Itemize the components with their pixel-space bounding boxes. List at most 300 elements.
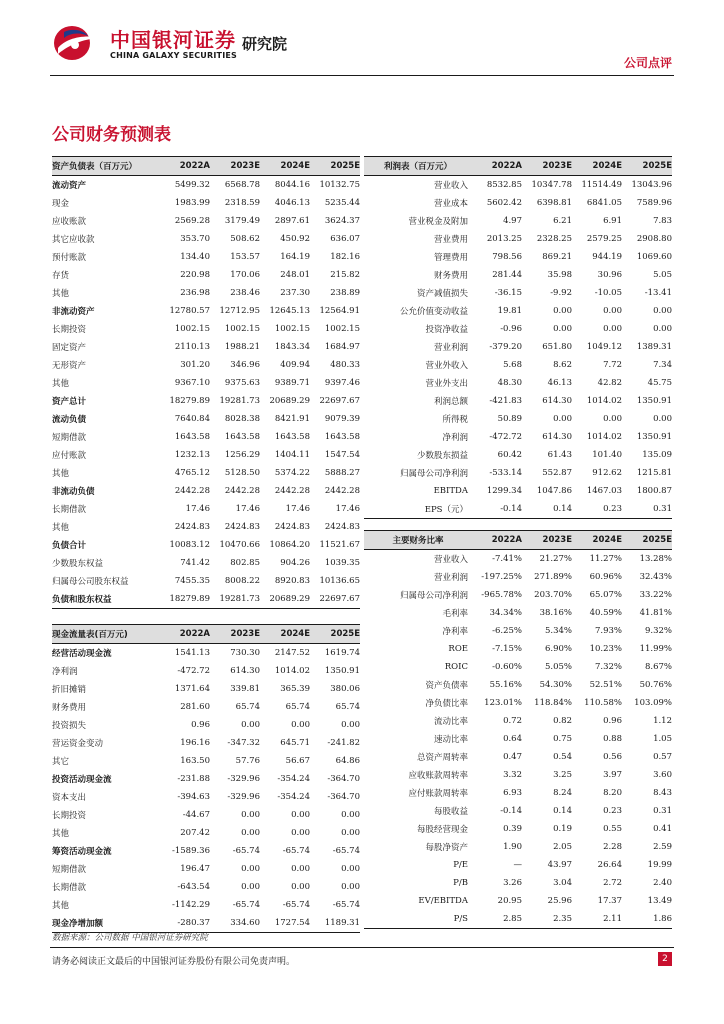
table-row <box>52 824 360 842</box>
table-cell: 1189.31 <box>310 914 360 933</box>
row-label: 存货 <box>52 271 70 281</box>
row-label: 短期借款 <box>52 865 87 875</box>
table-row <box>364 230 672 248</box>
table-cell: -472.72 <box>177 666 210 676</box>
table-cell: 45.75 <box>647 378 672 388</box>
row-label: P/S <box>364 910 472 929</box>
table-cell: 11514.49 <box>581 180 622 190</box>
table-cell: 46.13 <box>547 378 572 388</box>
table-cell: 17.46 <box>185 504 210 514</box>
column-header: 2022A <box>160 625 210 644</box>
row-label: 折旧摊销 <box>52 685 87 695</box>
table-cell: 164.19 <box>280 252 310 262</box>
row-label: 公允价值变动收益 <box>399 307 468 317</box>
column-header: 2025E <box>622 531 672 550</box>
row-label: P/B <box>453 878 468 888</box>
table-row <box>52 572 360 590</box>
row-label: 负债和股东权益 <box>52 590 160 609</box>
table-cell: 10.23% <box>589 644 622 654</box>
table-cell: 0.14 <box>522 500 572 519</box>
row-label: 投资净收益 <box>425 325 468 335</box>
table-cell: 1002.15 <box>274 324 310 334</box>
table-cell: 741.42 <box>180 558 210 568</box>
table-cell: -1142.29 <box>171 900 210 910</box>
table-row <box>52 806 360 824</box>
table-cell: 2424.83 <box>324 522 360 532</box>
table-row <box>364 748 672 766</box>
table-cell: 1350.91 <box>636 432 672 442</box>
footer-divider <box>50 947 674 948</box>
table-cell: 9389.71 <box>274 378 310 388</box>
table-cell: 1389.31 <box>636 342 672 352</box>
row-label: 营业利润 <box>433 573 468 583</box>
table-cell: 19281.73 <box>210 590 260 609</box>
table-cell: -44.67 <box>182 810 210 820</box>
table-cell: 0.00 <box>341 882 360 892</box>
row-label: 归属母公司净利润 <box>399 591 468 601</box>
table-cell: 0.00 <box>603 324 622 334</box>
row-label: 投资损失 <box>52 721 87 731</box>
table-row <box>364 446 672 464</box>
table-cell: -643.54 <box>177 882 210 892</box>
row-label: 长期投资 <box>52 325 87 335</box>
table-cell: 7589.96 <box>636 198 672 208</box>
table-cell: 26.64 <box>597 860 622 870</box>
table-row <box>364 410 672 428</box>
row-label: 负债合计 <box>52 541 87 551</box>
table-row <box>52 536 360 554</box>
table-cell: 614.30 <box>542 396 572 406</box>
table-row <box>52 896 360 914</box>
table-cell: -533.14 <box>489 468 522 478</box>
table-cell: 207.42 <box>180 828 210 838</box>
row-label: 其他 <box>52 469 70 479</box>
table-cell: 636.07 <box>330 234 360 244</box>
table-cell: 5499.32 <box>174 180 210 190</box>
row-label: 无形资产 <box>52 361 87 371</box>
table-cell: 7.32% <box>594 662 622 672</box>
table-cell: 19.81 <box>497 306 522 316</box>
table-cell: 9375.63 <box>224 378 260 388</box>
table-cell: 64.86 <box>335 756 360 766</box>
table-row <box>364 784 672 802</box>
row-label: 资产总计 <box>52 397 87 407</box>
table-cell: 0.00 <box>603 306 622 316</box>
table-cell: 5.05 <box>653 270 672 280</box>
table-cell: 5235.44 <box>324 198 360 208</box>
table-cell: 6.21 <box>553 216 572 226</box>
table-row <box>52 662 360 680</box>
table-row <box>364 176 672 195</box>
row-label: EV/EBITDA <box>418 896 468 906</box>
table-cell: 2013.25 <box>486 234 522 244</box>
table-cell: 3179.49 <box>224 216 260 226</box>
table-row <box>52 770 360 788</box>
table-cell: 380.06 <box>330 684 360 694</box>
table-row <box>52 302 360 320</box>
table-cell: -0.14 <box>472 500 522 519</box>
column-header: 2023E <box>210 625 260 644</box>
table-cell: 614.30 <box>230 666 260 676</box>
table-row <box>52 248 360 266</box>
row-label: 营业收入 <box>433 181 468 191</box>
table-row <box>364 730 672 748</box>
table-cell: 8008.22 <box>224 576 260 586</box>
table-cell: -280.37 <box>160 914 210 933</box>
table-row <box>52 914 360 933</box>
table-cell: 2.11 <box>572 910 622 929</box>
table-row <box>52 716 360 734</box>
table-row <box>364 856 672 874</box>
table-header-row <box>364 531 672 550</box>
table-cell: 11.99% <box>639 644 672 654</box>
table-cell: -354.24 <box>277 792 310 802</box>
table-cell: -13.41 <box>644 288 672 298</box>
table-cell: 101.40 <box>592 450 622 460</box>
table-cell: 2442.28 <box>174 486 210 496</box>
table-cell: 6.93 <box>503 788 522 798</box>
table-cell: 0.00 <box>291 864 310 874</box>
table-cell: 2318.59 <box>224 198 260 208</box>
galaxy-logo-icon <box>50 24 104 62</box>
row-label: 归属母公司股东权益 <box>52 577 129 587</box>
table-cell: 54.30% <box>539 680 572 690</box>
table-cell: 33.22% <box>639 590 672 600</box>
table-row <box>52 212 360 230</box>
table-cell: 110.58% <box>584 698 622 708</box>
row-label: 营业税金及附加 <box>408 217 468 227</box>
table-cell: 65.74 <box>335 702 360 712</box>
table-cell: 10132.75 <box>319 180 360 190</box>
table-row <box>52 752 360 770</box>
table-cell: 365.39 <box>280 684 310 694</box>
table-cell: 1215.81 <box>636 468 672 478</box>
row-label: 所得税 <box>442 415 468 425</box>
table-row <box>52 428 360 446</box>
table-row <box>52 284 360 302</box>
table-cell: 0.00 <box>241 828 260 838</box>
table-cell: 651.80 <box>542 342 572 352</box>
table-cell: 0.47 <box>503 752 522 762</box>
table-cell: 5.05% <box>544 662 572 672</box>
table-cell: 1727.54 <box>260 914 310 933</box>
row-label: 经营活动现金流 <box>52 649 112 659</box>
row-label: 营业费用 <box>433 235 468 245</box>
table-cell: 17.46 <box>285 504 310 514</box>
table-row <box>52 680 360 698</box>
table-row <box>52 734 360 752</box>
table-row <box>364 838 672 856</box>
table-cell: -231.88 <box>177 774 210 784</box>
table-cell: 0.23 <box>572 500 622 519</box>
table-cell: -65.74 <box>232 900 260 910</box>
header-divider <box>50 75 674 76</box>
row-label: 其他 <box>52 829 70 839</box>
table-cell: 0.00 <box>291 882 310 892</box>
table-cell: 2.72 <box>603 878 622 888</box>
table-row <box>364 820 672 838</box>
table-cell: 7.93% <box>594 626 622 636</box>
table-row <box>52 554 360 572</box>
table-cell: 3.26 <box>503 878 522 888</box>
table-cell: -0.96 <box>500 324 522 334</box>
table-cell: 1404.11 <box>274 450 310 460</box>
table-cell: 1350.91 <box>324 666 360 676</box>
row-label: 利润总额 <box>433 397 468 407</box>
table-cell: 3.25 <box>553 770 572 780</box>
table-cell: 480.33 <box>330 360 360 370</box>
table-row <box>52 878 360 896</box>
row-label: 净利润 <box>442 433 468 443</box>
table-row <box>52 392 360 410</box>
table-cell: 1988.21 <box>224 342 260 352</box>
table-row <box>364 284 672 302</box>
table-row <box>364 658 672 676</box>
balance-sheet-table <box>52 156 360 609</box>
table-row <box>364 302 672 320</box>
table-row <box>364 464 672 482</box>
table-cell: 0.96 <box>603 716 622 726</box>
column-header: 2024E <box>260 625 310 644</box>
table-cell: 5374.22 <box>274 468 310 478</box>
table-cell: 1800.87 <box>636 486 672 496</box>
table-cell: 2579.25 <box>586 234 622 244</box>
table-cell: 2897.61 <box>274 216 310 226</box>
table-cell: 730.30 <box>230 648 260 658</box>
row-label: 营业外收入 <box>425 361 468 371</box>
table-cell: 798.56 <box>492 252 522 262</box>
table-row <box>364 428 672 446</box>
table-cell: 9079.39 <box>324 414 360 424</box>
table-row <box>52 320 360 338</box>
table-cell: 1643.58 <box>224 432 260 442</box>
row-label: 净负债比率 <box>425 699 468 709</box>
table-cell: 339.81 <box>230 684 260 694</box>
table-cell: 5602.42 <box>486 198 522 208</box>
table-title: 利润表（百万元） <box>364 157 472 176</box>
table-cell: 645.71 <box>280 738 310 748</box>
table-cell: 8532.85 <box>486 180 522 190</box>
table-cell: 17.37 <box>597 896 622 906</box>
table-cell: 0.19 <box>553 824 572 834</box>
table-cell: 1014.02 <box>586 396 622 406</box>
table-cell: 1.05 <box>653 734 672 744</box>
table-cell: 0.00 <box>291 828 310 838</box>
table-cell: 1.86 <box>622 910 672 929</box>
table-cell: 196.47 <box>180 864 210 874</box>
table-cell: 1619.74 <box>324 648 360 658</box>
table-title: 现金流量表(百万元) <box>52 625 160 644</box>
table-cell: 35.98 <box>547 270 572 280</box>
table-cell: 1843.34 <box>274 342 310 352</box>
table-cell: 1002.15 <box>224 324 260 334</box>
table-row <box>52 464 360 482</box>
table-cell: 18279.89 <box>169 396 210 406</box>
table-cell: 153.57 <box>230 252 260 262</box>
table-cell: -394.63 <box>177 792 210 802</box>
table-cell: 0.75 <box>553 734 572 744</box>
table-cell: 17.46 <box>335 504 360 514</box>
table-row <box>364 248 672 266</box>
table-cell: 1232.13 <box>174 450 210 460</box>
table-cell: 614.30 <box>542 432 572 442</box>
row-label: 管理费用 <box>433 253 468 263</box>
table-cell: 3.32 <box>503 770 522 780</box>
table-cell: 3.60 <box>653 770 672 780</box>
column-header: 2022A <box>472 531 522 550</box>
table-cell: 203.70% <box>534 590 572 600</box>
disclaimer-text: 请务必阅读正文最后的中国银河证券股份有限公司免责声明。 <box>52 957 296 967</box>
table-cell: 508.62 <box>230 234 260 244</box>
table-cell: 0.56 <box>603 752 622 762</box>
table-cell: 8.43 <box>653 788 672 798</box>
table-cell: 0.00 <box>653 324 672 334</box>
table-cell: 0.31 <box>653 806 672 816</box>
table-cell: 8.62 <box>553 360 572 370</box>
table-cell: 0.00 <box>341 864 360 874</box>
table-cell: 2328.25 <box>536 234 572 244</box>
table-cell: 904.26 <box>280 558 310 568</box>
table-cell: 65.74 <box>285 702 310 712</box>
row-label: 投资活动现金流 <box>52 775 112 785</box>
column-header: 2025E <box>310 157 360 176</box>
table-cell: -65.74 <box>232 846 260 856</box>
column-header: 2023E <box>522 531 572 550</box>
table-cell: 3624.37 <box>324 216 360 226</box>
table-cell: 1547.54 <box>324 450 360 460</box>
data-source-note: 数据来源：公司数据 中国银河证券研究院 <box>52 933 208 943</box>
table-row <box>364 212 672 230</box>
row-label: 营业成本 <box>433 199 468 209</box>
table-row <box>52 860 360 878</box>
table-cell: 0.00 <box>553 306 572 316</box>
table-cell: 1350.91 <box>636 396 672 406</box>
table-cell: -0.60% <box>492 662 522 672</box>
row-label: EBITDA <box>433 486 468 496</box>
table-cell: 1684.97 <box>324 342 360 352</box>
table-cell: 56.67 <box>285 756 310 766</box>
table-row <box>364 874 672 892</box>
table-cell: 34.34% <box>489 608 522 618</box>
table-cell: 1541.13 <box>174 648 210 658</box>
table-cell: 334.60 <box>210 914 260 933</box>
table-cell: 5.34% <box>544 626 572 636</box>
table-cell: -329.96 <box>227 774 260 784</box>
table-cell: 552.87 <box>542 468 572 478</box>
table-cell: 0.00 <box>603 414 622 424</box>
table-cell: 0.00 <box>341 720 360 730</box>
table-row <box>364 500 672 519</box>
row-label: ROIC <box>444 662 468 672</box>
table-cell: 10347.78 <box>531 180 572 190</box>
table-cell: 0.00 <box>653 306 672 316</box>
financial-ratios-table <box>364 530 672 929</box>
table-row <box>52 266 360 284</box>
row-label: 其他 <box>52 523 70 533</box>
table-cell: 20689.29 <box>260 590 310 609</box>
table-row <box>364 604 672 622</box>
table-cell: 450.92 <box>280 234 310 244</box>
table-cell: 237.30 <box>280 288 310 298</box>
row-label: 其他 <box>52 379 70 389</box>
table-cell: 32.43% <box>639 572 672 582</box>
table-cell: -379.20 <box>489 342 522 352</box>
table-cell: 8.67% <box>644 662 672 672</box>
table-cell: 170.06 <box>230 270 260 280</box>
table-cell: 0.00 <box>653 414 672 424</box>
row-label: ROE <box>448 644 468 654</box>
table-cell: 7.83 <box>653 216 672 226</box>
row-label: 应收账款周转率 <box>408 771 468 781</box>
table-cell: 7640.84 <box>174 414 210 424</box>
table-cell: 1467.03 <box>586 486 622 496</box>
row-label: 应付账款 <box>52 451 87 461</box>
table-cell: 0.00 <box>291 810 310 820</box>
table-cell: 238.89 <box>330 288 360 298</box>
table-cell: 8028.38 <box>224 414 260 424</box>
table-cell: 1002.15 <box>174 324 210 334</box>
table-cell: 353.70 <box>180 234 210 244</box>
table-cell: 3.97 <box>603 770 622 780</box>
table-cell: 13043.96 <box>631 180 672 190</box>
column-header: 2024E <box>260 157 310 176</box>
table-cell: 0.41 <box>653 824 672 834</box>
table-cell: 13.28% <box>639 554 672 564</box>
table-cell: 10864.20 <box>269 540 310 550</box>
table-cell: 0.00 <box>241 864 260 874</box>
brand-name-cn: 中国银河证券 <box>110 28 236 52</box>
table-cell: 2.40 <box>653 878 672 888</box>
table-cell: 3.04 <box>553 878 572 888</box>
table-cell: 196.16 <box>180 738 210 748</box>
row-label: 总资产周转率 <box>416 753 468 763</box>
table-cell: -197.25% <box>481 572 522 582</box>
table-row <box>52 410 360 428</box>
row-label: 财务费用 <box>433 271 468 281</box>
row-label: 净利率 <box>442 627 468 637</box>
row-label: 其它 <box>52 757 70 767</box>
table-cell: 6.90% <box>544 644 572 654</box>
table-cell: 4.97 <box>503 216 522 226</box>
table-cell: 50.89 <box>497 414 522 424</box>
table-row <box>364 802 672 820</box>
row-label: 其它应收款 <box>52 235 95 245</box>
row-label: P/E <box>453 860 468 870</box>
row-label: 资本支出 <box>52 793 87 803</box>
table-cell: 19281.73 <box>219 396 260 406</box>
table-row <box>364 712 672 730</box>
table-row <box>364 320 672 338</box>
table-cell: 0.88 <box>603 734 622 744</box>
column-header: 2022A <box>472 157 522 176</box>
row-label: 流动资产 <box>52 181 87 191</box>
table-cell: 1039.35 <box>324 558 360 568</box>
table-cell: 0.54 <box>553 752 572 762</box>
table-cell: 103.09% <box>634 698 672 708</box>
table-row <box>52 698 360 716</box>
table-cell: 8920.83 <box>274 576 310 586</box>
table-cell: 2569.28 <box>174 216 210 226</box>
row-label: 少数股东损益 <box>416 451 468 461</box>
column-header: 2024E <box>572 531 622 550</box>
table-cell: 8421.91 <box>274 414 310 424</box>
table-cell: 41.81% <box>639 608 672 618</box>
table-cell: 12780.57 <box>169 306 210 316</box>
table-cell: -36.15 <box>494 288 522 298</box>
row-label: 资产减值损失 <box>416 289 468 299</box>
brand-name-en: CHINA GALAXY SECURITIES <box>110 51 237 60</box>
table-cell: -65.74 <box>282 846 310 856</box>
